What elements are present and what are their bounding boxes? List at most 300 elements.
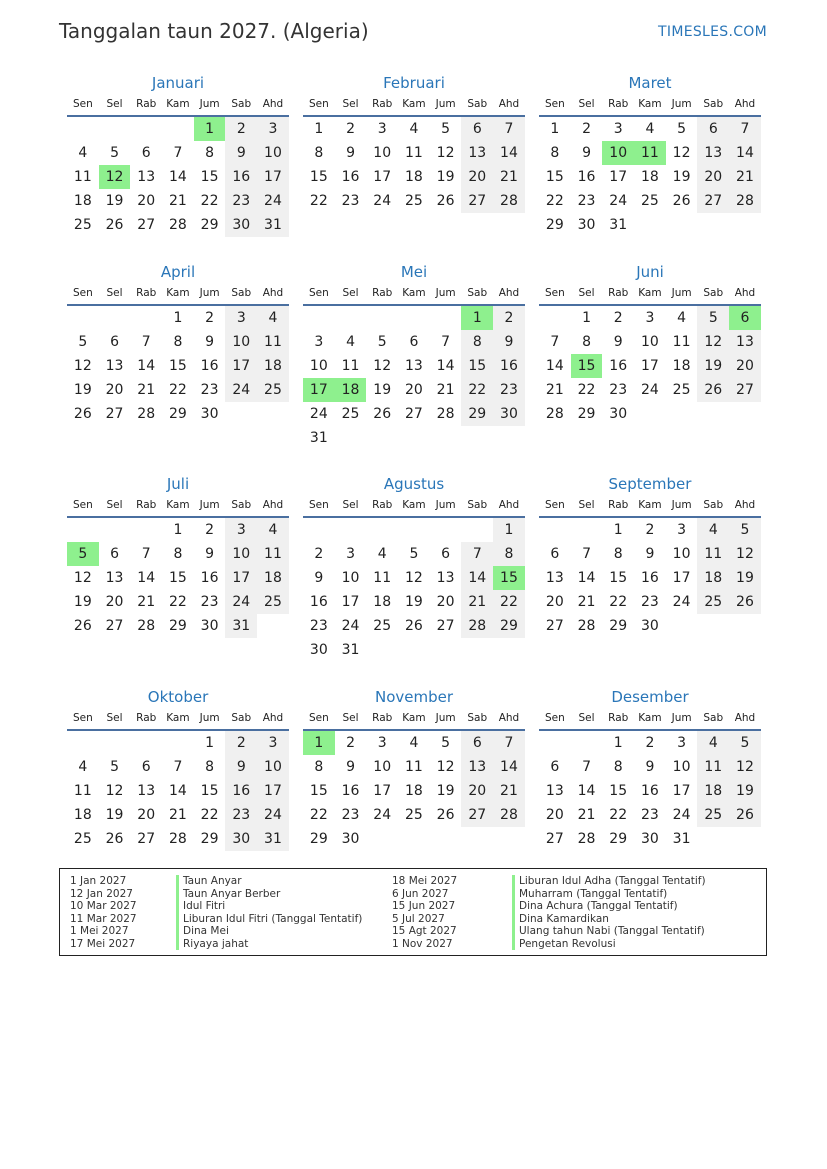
day-cell: 8 (314, 759, 324, 775)
empty-cell (539, 518, 571, 542)
day-cell: 31 (257, 213, 289, 237)
weekday-header (539, 94, 761, 117)
day-cell: 15 (309, 169, 328, 185)
day-cell: 26 (404, 618, 423, 634)
day-cell: 13 (545, 783, 564, 799)
month-name: Februari (383, 74, 445, 92)
day-cell: 30 (200, 406, 219, 422)
day-cell: 16 (225, 165, 257, 189)
day-cell: 7 (493, 731, 525, 755)
weekday-label: Ahd (498, 287, 520, 299)
day-cell: 3 (257, 117, 289, 141)
day-cell: 19 (436, 783, 455, 799)
day-cell: 22 (200, 193, 219, 209)
day-cell: 3 (677, 735, 687, 751)
day-cell: 2 (346, 121, 355, 137)
day-cell: 17 (672, 783, 691, 799)
day-cell: 23 (577, 193, 596, 209)
weekday-label: Sen (308, 287, 329, 299)
day-cell: 30 (225, 827, 257, 851)
day-cell: 20 (545, 807, 564, 823)
day-cell: 2 (493, 306, 525, 330)
day-cell: 26 (105, 831, 124, 847)
weekday-label: Kam (402, 287, 426, 299)
day-cell: 19 (73, 594, 92, 610)
day-cell: 10 (309, 358, 328, 374)
day-cell: 15 (168, 358, 187, 374)
day-cell: 31 (309, 430, 328, 446)
day-cell: 15 (545, 169, 564, 185)
day-cell: 2 (205, 310, 215, 326)
day-grid (539, 731, 761, 851)
day-cell: 7 (461, 542, 493, 566)
day-cell: 7 (582, 759, 591, 775)
legend-holiday-name: Idul Fitri (176, 900, 362, 913)
day-cell: 23 (200, 594, 219, 610)
day-cell: 10 (672, 546, 691, 562)
day-cell: 21 (493, 779, 525, 803)
weekday-label: Ahd (498, 499, 520, 511)
day-cell: 28 (168, 831, 187, 847)
weekday-label: Rab (136, 287, 157, 299)
holiday-day: 18 (335, 378, 367, 402)
day-cell: 10 (341, 570, 360, 586)
day-cell: 25 (257, 378, 289, 402)
day-cell: 19 (672, 169, 691, 185)
day-cell: 25 (341, 406, 360, 422)
empty-cell (430, 518, 462, 542)
day-cell: 27 (697, 189, 729, 213)
day-cell: 28 (493, 189, 525, 213)
day-cell: 28 (493, 803, 525, 827)
day-cell: 12 (105, 783, 124, 799)
weekday-label: Sab (467, 499, 488, 511)
weekday-label: Sen (72, 98, 93, 110)
legend-holiday-name: Ulang tahun Nabi (Tanggal Tentatif) (512, 925, 706, 938)
day-cell: 21 (436, 382, 455, 398)
day-cell: 6 (110, 546, 119, 562)
day-cell: 30 (493, 402, 525, 426)
day-cell: 1 (314, 121, 324, 137)
day-cell: 15 (200, 169, 219, 185)
empty-cell (366, 518, 398, 542)
empty-cell (571, 518, 603, 542)
day-cell: 3 (377, 735, 387, 751)
day-cell: 11 (697, 542, 729, 566)
day-cell: 24 (373, 807, 392, 823)
day-cell: 14 (545, 358, 564, 374)
weekday-header (67, 708, 289, 731)
weekday-label: Ahd (262, 499, 284, 511)
holiday-day: 6 (729, 306, 761, 330)
day-cell: 1 (550, 121, 560, 137)
weekday-label: Sen (72, 499, 93, 511)
day-cell: 9 (205, 546, 215, 562)
day-cell: 25 (373, 618, 392, 634)
day-cell: 25 (697, 590, 729, 614)
legend-date: 1 Jan 2027 (70, 875, 127, 887)
day-cell: 28 (577, 831, 596, 847)
weekday-label: Kam (638, 712, 662, 724)
weekday-label: Rab (608, 287, 629, 299)
empty-cell (303, 306, 335, 330)
day-cell: 10 (257, 755, 289, 779)
day-cell: 14 (168, 169, 187, 185)
day-cell: 18 (697, 779, 729, 803)
day-cell: 28 (137, 406, 156, 422)
day-cell: 5 (78, 334, 88, 350)
day-cell: 23 (640, 594, 659, 610)
weekday-label: Sab (703, 499, 724, 511)
day-cell: 3 (613, 121, 623, 137)
legend-holiday-name: Taun Anyar Berber (176, 888, 362, 901)
day-cell: 23 (341, 807, 360, 823)
day-cell: 3 (257, 731, 289, 755)
day-cell: 8 (461, 330, 493, 354)
weekday-header (539, 495, 761, 518)
empty-cell (130, 518, 162, 542)
weekday-label: Sab (467, 712, 488, 724)
day-cell: 8 (613, 759, 623, 775)
day-cell: 8 (613, 546, 623, 562)
day-cell: 3 (225, 518, 257, 542)
day-cell: 16 (609, 358, 628, 374)
day-cell: 22 (168, 382, 187, 398)
day-cell: 1 (173, 310, 183, 326)
day-cell: 4 (78, 759, 88, 775)
weekday-label: Sel (342, 98, 359, 110)
day-cell: 13 (461, 141, 493, 165)
day-cell: 22 (309, 193, 328, 209)
day-cell: 30 (225, 213, 257, 237)
day-cell: 29 (309, 831, 328, 847)
day-cell: 27 (436, 618, 455, 634)
day-cell: 6 (550, 759, 560, 775)
month-name: Juli (166, 475, 190, 493)
day-cell: 20 (105, 382, 124, 398)
day-cell: 21 (493, 165, 525, 189)
day-cell: 5 (110, 145, 119, 161)
day-cell: 29 (609, 618, 628, 634)
day-cell: 11 (73, 169, 92, 185)
day-cell: 6 (141, 759, 151, 775)
month-juli (67, 473, 289, 638)
day-cell: 28 (461, 614, 493, 638)
day-cell: 7 (550, 334, 560, 350)
day-cell: 25 (257, 590, 289, 614)
holiday-day: 15 (493, 566, 525, 590)
day-cell: 27 (137, 831, 156, 847)
weekday-label: Sen (72, 287, 93, 299)
day-cell: 27 (729, 378, 761, 402)
day-cell: 30 (341, 831, 360, 847)
day-cell: 9 (314, 570, 324, 586)
day-cell: 4 (697, 518, 729, 542)
day-cell: 26 (73, 406, 92, 422)
day-cell: 14 (168, 783, 187, 799)
day-cell: 15 (200, 783, 219, 799)
empty-cell (130, 117, 162, 141)
day-cell: 12 (729, 542, 761, 566)
day-cell: 25 (73, 831, 92, 847)
empty-cell (67, 306, 99, 330)
day-cell: 7 (141, 546, 151, 562)
day-cell: 8 (550, 145, 560, 161)
legend-date: 11 Mar 2027 (70, 912, 137, 925)
brand-link[interactable]: TIMESLES.COM (658, 24, 767, 40)
day-cell: 6 (141, 145, 151, 161)
holiday-legend (59, 868, 767, 956)
weekday-label: Jum (435, 98, 456, 110)
day-cell: 25 (640, 193, 659, 209)
day-cell: 25 (672, 382, 691, 398)
day-cell: 4 (409, 735, 419, 751)
day-cell: 21 (461, 590, 493, 614)
day-cell: 31 (341, 642, 360, 658)
legend-left-dates (70, 875, 137, 950)
weekday-label: Jum (435, 287, 456, 299)
day-cell: 24 (373, 193, 392, 209)
day-cell: 8 (173, 334, 183, 350)
legend-date: 18 Mei 2027 (392, 875, 458, 887)
day-cell: 11 (672, 334, 691, 350)
day-cell: 8 (493, 542, 525, 566)
day-cell: 13 (729, 330, 761, 354)
day-cell: 31 (257, 827, 289, 851)
day-cell: 3 (346, 546, 355, 562)
day-cell: 18 (697, 566, 729, 590)
day-cell: 29 (545, 217, 564, 233)
day-cell: 29 (200, 831, 219, 847)
day-cell: 27 (105, 406, 124, 422)
day-cell: 30 (577, 217, 596, 233)
day-cell: 28 (168, 217, 187, 233)
empty-cell (335, 306, 367, 330)
day-cell: 4 (257, 518, 289, 542)
month-januari (67, 72, 289, 237)
day-cell: 7 (582, 546, 591, 562)
day-cell: 7 (441, 334, 451, 350)
day-cell: 10 (373, 759, 392, 775)
day-cell: 20 (729, 354, 761, 378)
day-grid (539, 518, 761, 638)
day-cell: 21 (577, 807, 596, 823)
legend-date: 5 Jul 2027 (392, 912, 445, 925)
weekday-label: Ahd (734, 499, 756, 511)
day-cell: 10 (225, 330, 257, 354)
day-cell: 24 (225, 590, 257, 614)
day-cell: 10 (672, 759, 691, 775)
day-cell: 31 (609, 217, 628, 233)
empty-cell (571, 731, 603, 755)
day-cell: 27 (105, 618, 124, 634)
weekday-label: Kam (166, 499, 190, 511)
empty-cell (162, 117, 194, 141)
holiday-day: 1 (461, 306, 493, 330)
month-maret (539, 72, 761, 237)
day-cell: 10 (225, 542, 257, 566)
empty-cell (335, 518, 367, 542)
weekday-label: Ahd (498, 98, 520, 110)
day-cell: 24 (341, 618, 360, 634)
day-cell: 22 (609, 594, 628, 610)
weekday-label: Jum (671, 499, 692, 511)
weekday-label: Jum (199, 287, 220, 299)
weekday-label: Ahd (734, 287, 756, 299)
day-cell: 18 (404, 783, 423, 799)
day-cell: 26 (105, 217, 124, 233)
legend-holiday-name: Dina Kamardikan (512, 913, 706, 926)
day-grid (303, 731, 525, 851)
day-cell: 24 (309, 406, 328, 422)
day-cell: 4 (697, 731, 729, 755)
month-februari (303, 72, 525, 213)
day-cell: 25 (404, 193, 423, 209)
month-april (67, 261, 289, 426)
weekday-label: Sab (231, 499, 252, 511)
day-grid (303, 518, 525, 662)
day-cell: 27 (461, 189, 493, 213)
day-cell: 16 (640, 783, 659, 799)
day-cell: 5 (377, 334, 387, 350)
day-cell: 5 (441, 735, 451, 751)
day-cell: 2 (346, 735, 355, 751)
day-cell: 11 (341, 358, 360, 374)
day-cell: 26 (729, 590, 761, 614)
day-grid (303, 306, 525, 450)
weekday-label: Rab (372, 98, 393, 110)
day-cell: 17 (225, 354, 257, 378)
weekday-label: Ahd (262, 712, 284, 724)
weekday-header (67, 495, 289, 518)
day-cell: 23 (225, 803, 257, 827)
day-cell: 28 (577, 618, 596, 634)
holiday-day: 11 (634, 141, 666, 165)
day-cell: 4 (257, 306, 289, 330)
month-agustus (303, 473, 525, 662)
weekday-label: Rab (136, 712, 157, 724)
legend-holiday-name: Riyaya jahat (176, 938, 362, 951)
weekday-label: Jum (435, 712, 456, 724)
day-cell: 27 (545, 618, 564, 634)
legend-date: 10 Mar 2027 (70, 900, 137, 912)
weekday-label: Sab (231, 287, 252, 299)
weekday-header (67, 94, 289, 117)
day-cell: 8 (582, 334, 591, 350)
day-cell: 19 (373, 382, 392, 398)
day-cell: 24 (672, 807, 691, 823)
day-cell: 31 (225, 614, 257, 638)
weekday-label: Jum (435, 499, 456, 511)
day-cell: 1 (205, 735, 215, 751)
legend-date: 1 Mei 2027 (70, 925, 129, 937)
weekday-label: Ahd (262, 287, 284, 299)
day-cell: 1 (582, 310, 591, 326)
empty-cell (398, 306, 430, 330)
weekday-label: Sel (342, 287, 359, 299)
day-cell: 17 (609, 169, 628, 185)
weekday-label: Jum (671, 287, 692, 299)
empty-cell (303, 518, 335, 542)
month-name: Agustus (383, 475, 445, 493)
legend-holiday-name: Liburan Idul Fitri (Tanggal Tentatif) (176, 913, 362, 926)
day-cell: 8 (205, 145, 215, 161)
day-cell: 23 (640, 807, 659, 823)
day-cell: 20 (137, 193, 156, 209)
day-cell: 23 (609, 382, 628, 398)
legend-date: 12 Jan 2027 (70, 887, 133, 900)
day-cell: 17 (341, 594, 360, 610)
day-cell: 13 (697, 141, 729, 165)
day-cell: 13 (105, 570, 124, 586)
day-cell: 6 (550, 546, 560, 562)
empty-cell (99, 518, 131, 542)
empty-cell (67, 731, 99, 755)
day-cell: 24 (672, 594, 691, 610)
empty-cell (67, 117, 99, 141)
day-cell: 23 (200, 382, 219, 398)
legend-date: 15 Agt 2027 (392, 925, 457, 937)
day-cell: 28 (545, 406, 564, 422)
day-cell: 27 (404, 406, 423, 422)
day-cell: 21 (729, 165, 761, 189)
legend-date: 15 Jun 2027 (392, 900, 456, 912)
weekday-label: Sel (578, 98, 595, 110)
day-cell: 14 (493, 141, 525, 165)
day-cell: 29 (609, 831, 628, 847)
day-cell: 18 (404, 169, 423, 185)
day-cell: 24 (640, 382, 659, 398)
day-cell: 10 (373, 145, 392, 161)
day-cell: 14 (493, 755, 525, 779)
legend-holiday-name: Pengetan Revolusi (512, 938, 706, 951)
day-cell: 12 (436, 145, 455, 161)
weekday-header (303, 495, 525, 518)
empty-cell (398, 518, 430, 542)
day-cell: 14 (577, 783, 596, 799)
day-cell: 11 (404, 145, 423, 161)
weekday-label: Sel (106, 712, 123, 724)
day-cell: 5 (677, 121, 687, 137)
empty-cell (99, 731, 131, 755)
day-cell: 4 (645, 121, 655, 137)
weekday-label: Sen (544, 712, 565, 724)
day-cell: 26 (373, 406, 392, 422)
day-cell: 13 (436, 570, 455, 586)
legend-holiday-name: Taun Anyar (176, 875, 362, 888)
day-cell: 6 (110, 334, 119, 350)
day-cell: 24 (257, 803, 289, 827)
weekday-label: Rab (372, 287, 393, 299)
day-cell: 21 (137, 382, 156, 398)
day-cell: 25 (73, 217, 92, 233)
day-cell: 6 (697, 117, 729, 141)
day-grid (539, 306, 761, 426)
day-cell: 2 (613, 310, 623, 326)
weekday-label: Rab (136, 499, 157, 511)
weekday-label: Ahd (734, 98, 756, 110)
day-cell: 9 (346, 759, 355, 775)
day-cell: 12 (729, 755, 761, 779)
day-cell: 20 (404, 382, 423, 398)
legend-date: 1 Nov 2027 (392, 937, 453, 950)
day-grid (67, 306, 289, 426)
weekday-label: Sel (342, 712, 359, 724)
weekday-header (303, 94, 525, 117)
day-cell: 5 (697, 306, 729, 330)
day-cell: 16 (577, 169, 596, 185)
day-cell: 24 (609, 193, 628, 209)
